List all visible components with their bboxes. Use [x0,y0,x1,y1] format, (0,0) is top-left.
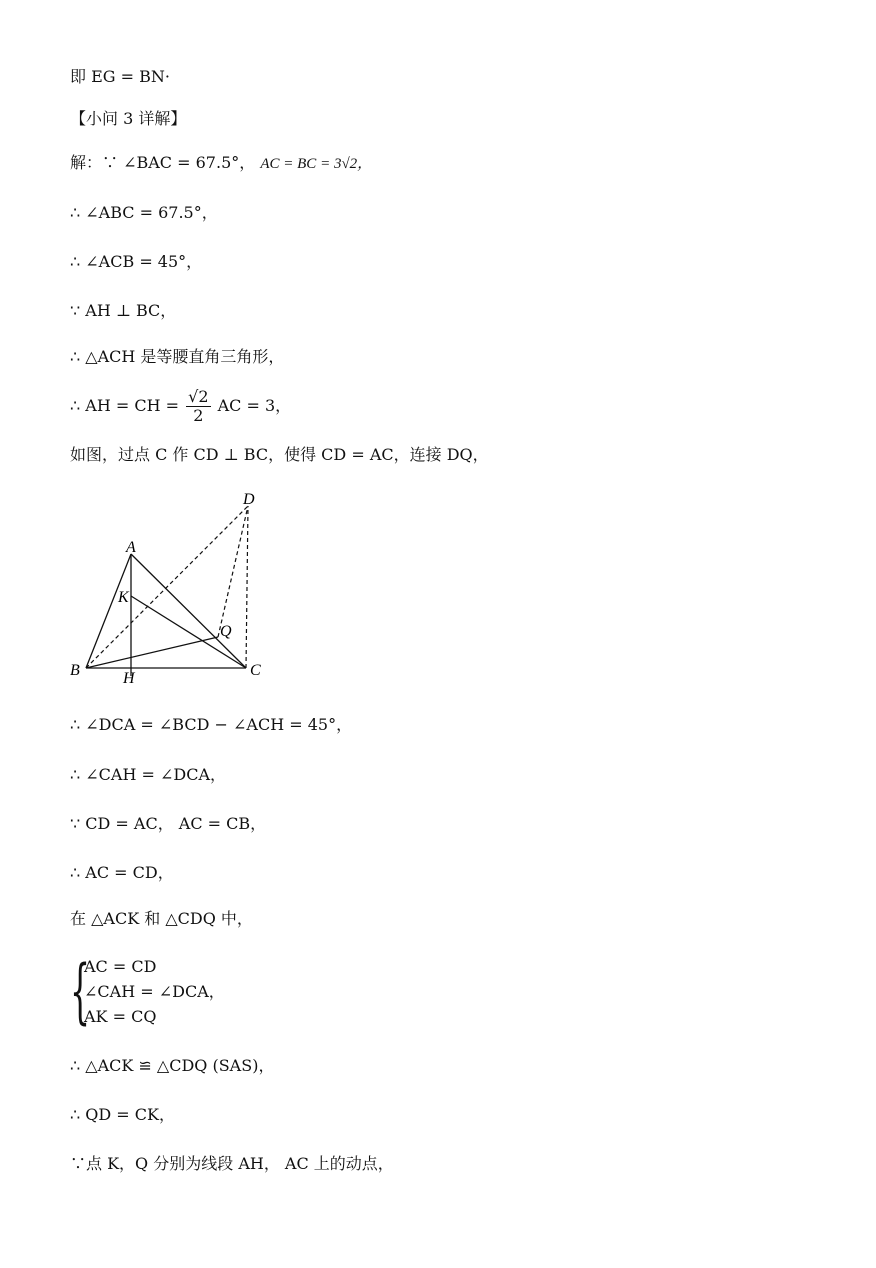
system-row-1: AC = CD [84,957,157,976]
segment-ab [86,554,131,668]
line-congruent: ∴ △ACK ≌ △CDQ (SAS)， [70,1056,275,1075]
line-angle-equal: ∴ ∠CAH = ∠DCA， [70,765,227,784]
fraction-numerator: √2 [188,387,209,406]
segment-ac [131,554,246,668]
line-sides-equal: ∵ CD = AC， AC = CB， [70,814,267,833]
line-construction: 如图，过点 C 作 CD ⊥ BC，使得 CD = AC，连接 DQ， [70,445,489,464]
segment-qd-dashed [218,506,248,637]
geometry-figure [60,488,290,688]
label-h: H [123,670,135,687]
label-b: B [70,662,80,679]
segment-cd-dashed [246,506,248,668]
line-ah-ch: ∴ AH = CH = $\frac{√2}{2}$ AC = 3， [70,387,292,425]
line-angle-abc: ∴ ∠ABC = 67.5°， [70,203,218,222]
line-eg-bn: 即 EG = BN· [70,67,170,86]
line-given [70,152,372,175]
label-d: D [243,491,255,508]
given-sides: AC = BC = 3√2， [260,156,373,172]
left-brace: { [70,950,91,1032]
fraction-denominator: 2 [193,406,204,425]
segment-bd-dashed [86,506,248,668]
label-c: C [250,662,261,679]
line-perpendicular: ∵ AH ⊥ BC， [70,301,177,320]
section-heading: 【小问 3 详解】 [70,109,187,128]
label-q: Q [220,623,232,640]
line-qd-ck: ∴ QD = CK， [70,1105,175,1124]
system-row-2: ∠CAH = ∠DCA， [84,982,225,1001]
fraction [186,388,210,425]
line-angle-acb: ∴ ∠ACB = 45°， [70,252,203,271]
line-moving-points: ∵点 K，Q 分别为线段 AH， AC 上的动点， [70,1154,394,1173]
line-ac-cd: ∴ AC = CD， [70,863,174,882]
line-triangles: 在 △ACK 和 △CDQ 中， [70,909,253,928]
given-angle: 解：∵ ∠BAC = 67.5°， [70,153,256,172]
line-angle-dca: ∴ ∠DCA = ∠BCD − ∠ACH = 45°， [70,715,353,734]
system-row-3: AK = CQ [84,1007,157,1026]
label-k: K [118,589,129,606]
segment-bq [86,637,218,668]
line-isosceles: ∴ △ACH 是等腰直角三角形， [70,347,285,366]
label-a: A [126,539,136,556]
